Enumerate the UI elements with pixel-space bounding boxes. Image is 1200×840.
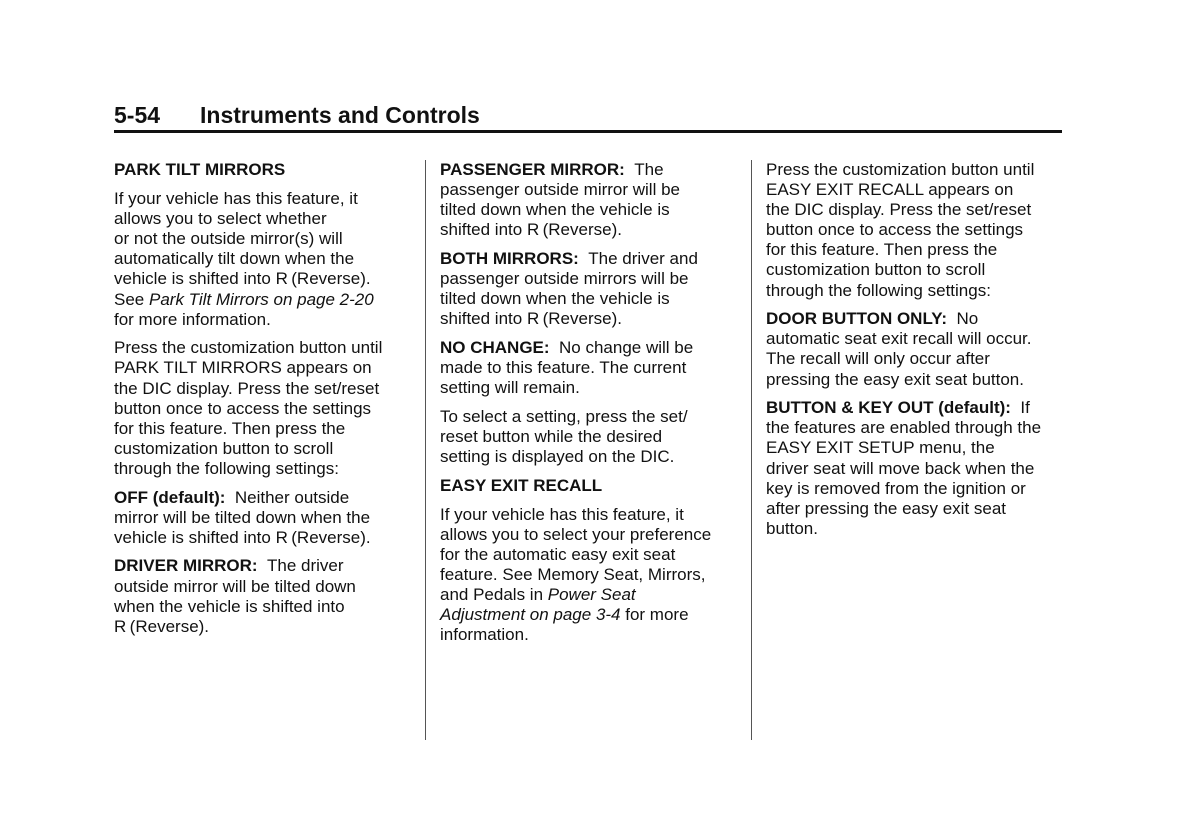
text-line: shifted into R (Reverse).	[440, 220, 622, 240]
text-line: the DIC display. Press the set/reset	[114, 378, 380, 398]
text-line: pressing the easy exit seat button.	[766, 369, 1024, 389]
text-line: Press the customization button until	[114, 338, 383, 358]
text-line: Press the customization button until	[766, 160, 1035, 179]
text-line: The driver and	[588, 248, 698, 268]
text-line: PARK TILT MIRRORS appears on	[114, 358, 372, 378]
text-line: reset button while the desired	[440, 426, 663, 446]
text-line: feature. See Memory Seat, Mirrors,	[440, 565, 706, 585]
button-key-out-paragraph	[766, 398, 1064, 539]
no-change-paragraph	[440, 338, 738, 398]
text-line: driver seat will move back when the	[766, 458, 1035, 478]
text-line: the DIC display. Press the set/reset	[766, 200, 1032, 220]
passenger-mirror-label: PASSENGER MIRROR:	[440, 160, 625, 179]
text-line: for the automatic easy exit seat	[440, 544, 676, 564]
text-line: automatically tilt down when the	[114, 249, 355, 269]
both-mirrors-paragraph	[440, 249, 738, 329]
text-line: setting is displayed on the DIC.	[440, 447, 675, 466]
text-line: for more information.	[114, 309, 271, 329]
text-line: allows you to select whether	[114, 209, 327, 229]
column-1	[114, 160, 412, 645]
door-button-only-paragraph	[766, 309, 1064, 389]
park-tilt-mirrors-reference: Park Tilt Mirrors on page 2-20	[148, 289, 374, 309]
text-line: automatic seat exit recall will occur.	[766, 329, 1032, 349]
column-divider	[425, 160, 426, 740]
section-title: Instruments and Controls	[200, 102, 480, 128]
text-line: tilted down when the vehicle is	[440, 289, 670, 309]
text-line: key is removed from the ignition or	[766, 478, 1026, 498]
text-line: button.	[766, 518, 818, 538]
text-line: through the following settings:	[114, 458, 339, 478]
power-seat-reference-cont: Adjustment on page 3-4	[440, 605, 621, 625]
column-divider	[751, 160, 752, 740]
text-line: To select a setting, press the set/	[440, 406, 688, 426]
text-line: button once to access the settings	[766, 220, 1024, 240]
both-mirrors-label: BOTH MIRRORS:	[440, 248, 579, 268]
text-line: the features are enabled through the	[766, 418, 1042, 438]
off-default-paragraph	[114, 488, 412, 548]
text-line: through the following settings:	[766, 280, 991, 300]
text-line: for this feature. Then press the	[114, 418, 346, 438]
button-key-out-label: BUTTON & KEY OUT (default):	[766, 398, 1011, 418]
text-line: setting will remain.	[440, 378, 580, 398]
text-line: passenger outside mirror will be	[440, 180, 680, 200]
power-seat-reference: Power Seat	[547, 585, 636, 605]
text-line: The	[634, 160, 664, 179]
text-line: EASY EXIT SETUP menu, the	[766, 438, 995, 458]
off-default-label: OFF (default):	[114, 487, 226, 507]
park-tilt-press-paragraph	[114, 338, 412, 479]
text-line: after pressing the easy exit seat	[766, 498, 1007, 518]
text-line: Neither outside	[234, 487, 350, 507]
text-line: If your vehicle has this feature, it	[440, 504, 684, 524]
text-line: tilted down when the vehicle is	[440, 200, 670, 220]
easy-exit-intro-paragraph	[440, 505, 738, 646]
text-line: outside mirror will be tilted down	[114, 576, 356, 596]
select-setting-paragraph	[440, 407, 738, 467]
text-line: vehicle is shifted into R (Reverse).	[114, 269, 371, 289]
text-line: No change will be	[559, 337, 694, 357]
no-change-label: NO CHANGE:	[440, 337, 550, 357]
text-line: The driver	[267, 556, 344, 576]
text-line: button once to access the settings	[114, 398, 372, 418]
column-3	[766, 160, 1064, 547]
text-line: customization button to scroll	[766, 260, 986, 280]
text-line: when the vehicle is shifted into	[114, 596, 345, 616]
text-line: mirror will be tilted down when the	[114, 507, 371, 527]
easy-exit-recall-heading: EASY EXIT RECALL	[440, 475, 603, 495]
text-line: and Pedals in	[440, 585, 548, 605]
text-line: EASY EXIT RECALL appears on	[766, 180, 1014, 200]
easy-exit-press-paragraph	[766, 160, 1064, 301]
driver-mirror-label: DRIVER MIRROR:	[114, 556, 258, 576]
text-line: for more	[620, 605, 689, 625]
text-line: No	[956, 309, 979, 329]
text-line: R (Reverse).	[114, 616, 210, 636]
text-line: or not the outside mirror(s) will	[114, 229, 343, 249]
text-line: allows you to select your preference	[440, 524, 712, 544]
park-tilt-mirrors-heading: PARK TILT MIRRORS	[114, 160, 286, 179]
text-line: shifted into R (Reverse).	[440, 309, 622, 329]
text-line: If your vehicle has this feature, it	[114, 189, 358, 209]
column-2	[440, 160, 738, 654]
text-line: See	[114, 289, 149, 309]
text-line: passenger outside mirrors will be	[440, 269, 689, 289]
page-number: 5-54	[114, 102, 161, 128]
text-line: vehicle is shifted into R (Reverse).	[114, 527, 371, 547]
text-line: made to this feature. The current	[440, 358, 687, 378]
text-line: for this feature. Then press the	[766, 240, 998, 260]
text-line: If	[1020, 398, 1030, 418]
passenger-mirror-paragraph	[440, 160, 738, 240]
driver-mirror-paragraph	[114, 556, 412, 636]
door-button-only-label: DOOR BUTTON ONLY:	[766, 309, 948, 329]
park-tilt-intro-paragraph	[114, 189, 412, 330]
page-header	[114, 100, 1062, 133]
text-line: customization button to scroll	[114, 438, 334, 458]
text-line: The recall will only occur after	[766, 349, 990, 369]
text-line: information.	[440, 625, 529, 645]
